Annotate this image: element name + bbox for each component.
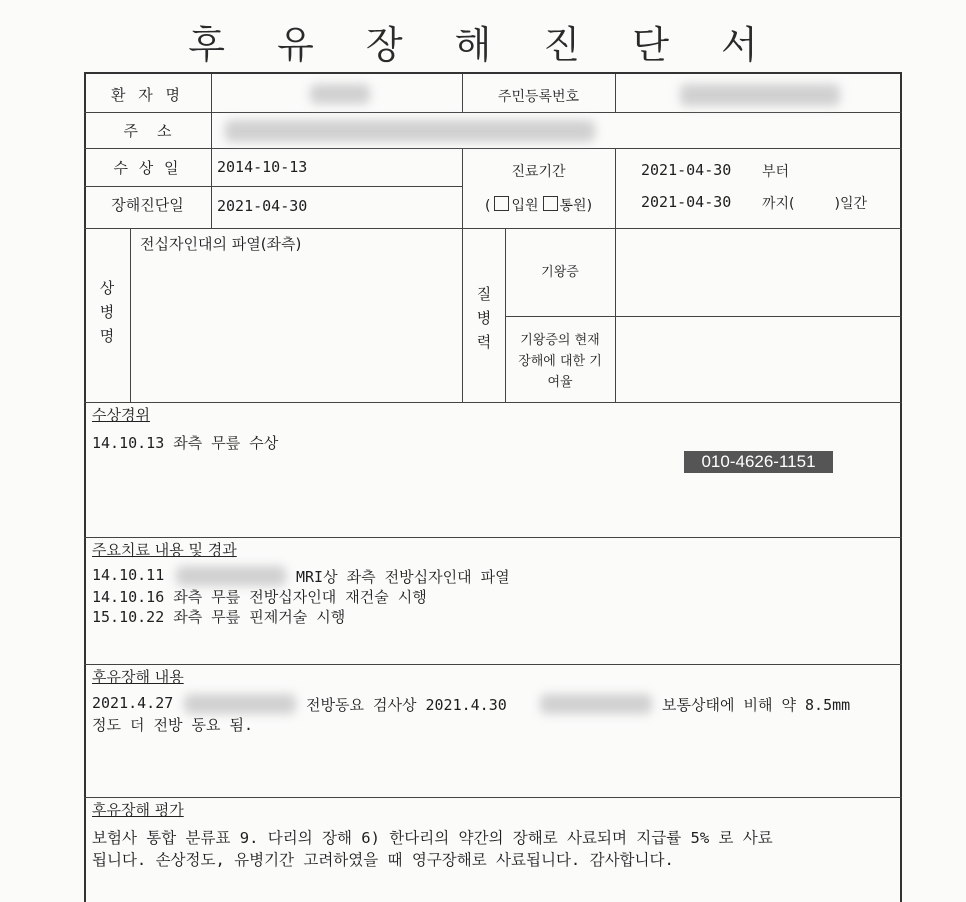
patient-name-label: 환 자 명: [110, 86, 184, 104]
address-label: 주 소: [123, 122, 172, 140]
injury-history-heading: 수상경위: [92, 406, 150, 424]
injury-date-label: 수 상 일: [113, 159, 182, 177]
redacted-address: [225, 120, 595, 142]
row-divider: [505, 316, 902, 317]
injury-date-value: 2014-10-13: [217, 158, 308, 176]
treatment-line3: 15.10.22 좌측 무릎 핀제거술 시행: [92, 608, 346, 626]
col-divider: [211, 74, 212, 112]
period-end: 2021-04-30: [641, 193, 732, 211]
col-divider: [211, 112, 212, 148]
phone-number-badge: 010-4626-1151: [684, 451, 833, 473]
row-divider: [84, 186, 462, 187]
diagnosis-value: 전십자인대의 파열(좌측): [140, 235, 302, 253]
diagnosis-label: 상 병 명: [99, 279, 115, 345]
evaluation-line1: 보험사 통합 분류표 9. 다리의 장해 6) 한다리의 약간의 장해로 사료되며 지급률 5% 로 사료: [92, 829, 773, 847]
treatment-line2: 14.10.16 좌측 무릎 전방십자인대 재건술 시행: [92, 588, 427, 606]
visit-type-checkboxes: ( 입원 통원): [484, 198, 593, 214]
col-divider: [462, 148, 463, 228]
outpatient-checkbox[interactable]: [543, 196, 558, 211]
redacted-resident-number: [680, 84, 840, 106]
period-start: 2021-04-30: [641, 161, 732, 179]
redacted-patient-name: [310, 84, 370, 104]
col-divider: [211, 148, 212, 228]
resident-number-label: 주민등록번호: [497, 89, 580, 105]
col-divider: [130, 228, 131, 402]
treatment-period-label: 진료기간: [511, 164, 566, 180]
diagnosis-date-label: 장해진단일: [111, 196, 184, 214]
disability-line1-a: 2021.4.27: [92, 694, 174, 712]
col-divider: [615, 148, 616, 228]
treatment-line1-text: MRI상 좌측 전방십자인대 파열: [296, 568, 510, 586]
disability-line2: 정도 더 전방 동요 됨.: [92, 716, 254, 734]
redacted-hospital: [540, 694, 652, 714]
treatment-line1-date: 14.10.11: [92, 566, 165, 584]
evaluation-line2: 됩니다. 손상정도, 유병기간 고려하였을 때 영구장해로 사료됩니다. 감사합니다.: [92, 851, 674, 869]
period-end-suffix: 까지( )일간: [762, 196, 868, 212]
inpatient-label: 입원: [511, 198, 539, 214]
treatment-heading: 주요치료 내용 및 경과: [92, 541, 237, 559]
col-divider: [462, 228, 463, 402]
evaluation-heading: 후유장해 평가: [92, 801, 184, 819]
inpatient-checkbox[interactable]: [494, 196, 509, 211]
row-divider: [84, 112, 902, 113]
outpatient-label: 통원: [559, 198, 587, 214]
preexisting-label: 기왕증: [541, 265, 579, 280]
row-divider: [84, 228, 902, 229]
col-divider: [615, 228, 616, 402]
injury-history-line: 14.10.13 좌측 무릎 수상: [92, 434, 279, 452]
redacted-hospital: [176, 566, 286, 586]
period-start-suffix: 부터: [762, 164, 790, 180]
row-divider: [84, 402, 902, 403]
disability-line1-b: 전방동요 검사상 2021.4.30: [306, 696, 507, 714]
col-divider: [505, 228, 506, 402]
redacted-hospital: [184, 694, 296, 714]
history-label: 질 병 력: [476, 285, 492, 351]
diagnosis-date-value: 2021-04-30: [217, 197, 308, 215]
disability-heading: 후유장해 내용: [92, 668, 184, 686]
disability-line1-c: 보통상태에 비해 약 8.5mm: [662, 696, 851, 714]
row-divider: [84, 664, 902, 665]
preexisting-contribution-label: 기왕증의 현재 장해에 대한 기여율: [518, 333, 602, 390]
row-divider: [84, 797, 902, 798]
row-divider: [84, 537, 902, 538]
document-title: 후 유 장 해 진 단 서: [188, 23, 778, 67]
col-divider: [615, 74, 616, 112]
row-divider: [84, 148, 902, 149]
